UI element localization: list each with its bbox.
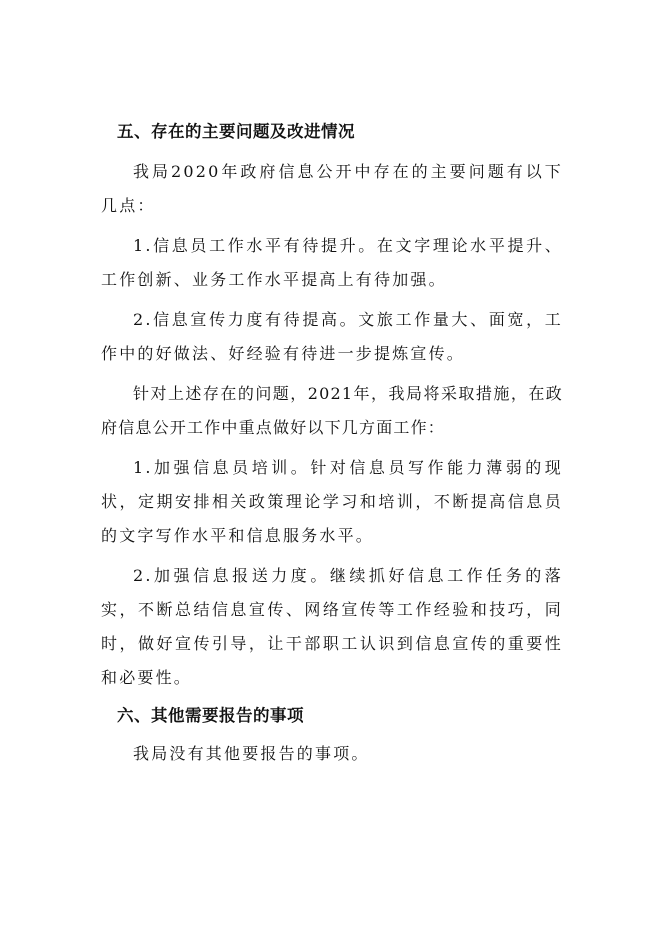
- paragraph-measures-intro: 针对上述存在的问题，2021年，我局将采取措施，在政府信息公开工作中重点做好以下几方面工作：: [101, 384, 563, 437]
- paragraph-measure-2: 2.加强信息报送力度。继续抓好信息工作任务的落实，不断总结信息宣传、网络宣传等工作经验和技巧，同时，做好宣传引导，让干部职工认识到信息宣传的重要性和必要性。: [101, 566, 563, 687]
- section-heading-problems: 五、存在的主要问题及改进情况: [117, 122, 355, 141]
- paragraph-measure-1: 1.加强信息员培训。针对信息员写作能力薄弱的现状，定期安排相关政策理论学习和培训，不断提高信息员的文字写作水平和信息服务水平。: [101, 458, 563, 545]
- section-heading-other-matters: 六、其他需要报告的事项: [117, 706, 304, 725]
- paragraph-problem-1: 1.信息员工作水平有待提升。在文字理论水平提升、工作创新、业务工作水平提高上有待加强。: [101, 236, 563, 289]
- paragraph-problems-intro: 我局2020年政府信息公开中存在的主要问题有以下几点：: [101, 162, 563, 215]
- paragraph-other-matters: 我局没有其他要报告的事项。: [133, 744, 370, 763]
- document-content: [101, 115, 563, 771]
- paragraph-problem-2: 2.信息宣传力度有待提高。文旅工作量大、面宽，工作中的好做法、好经验有待进一步提炼宣传。: [101, 310, 563, 363]
